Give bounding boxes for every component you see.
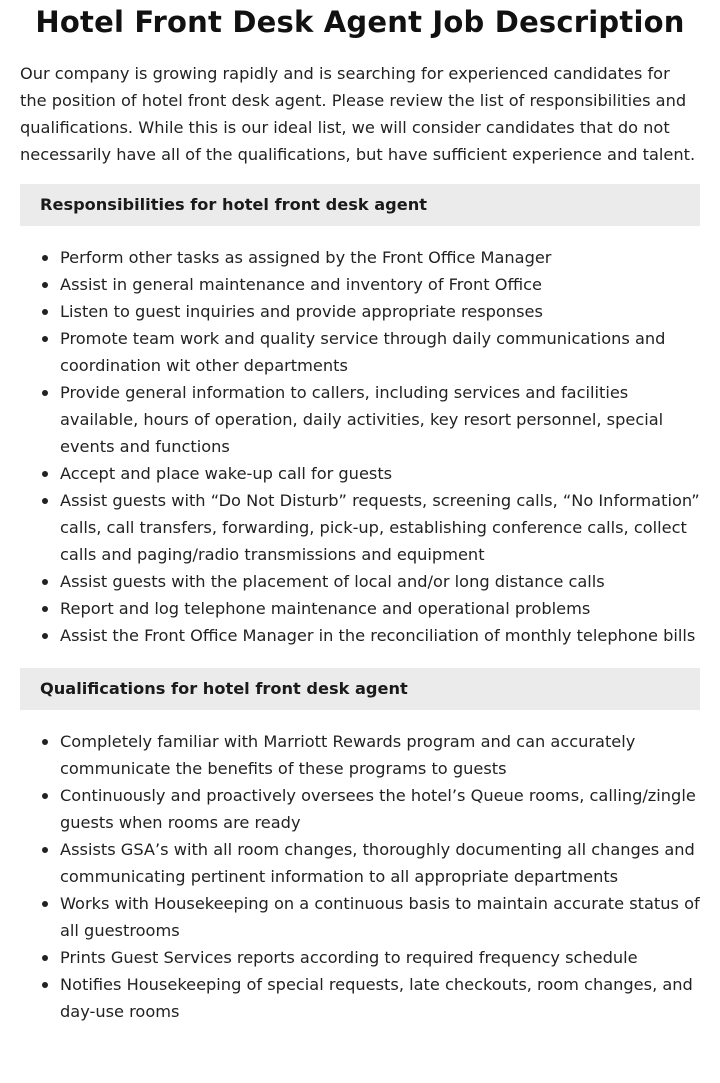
qualification-item: Notifies Housekeeping of special requests, late checkouts, room changes, and day-use rooms — [60, 971, 700, 1025]
qualification-item: Works with Housekeeping on a continuous basis to maintain accurate status of all guestrooms — [60, 890, 700, 944]
responsibility-item: Listen to guest inquiries and provide appropriate responses — [60, 298, 700, 325]
qualifications-list — [20, 728, 700, 1025]
qualification-item: Continuously and proactively oversees the hotel’s Queue rooms, calling/zingle guests when rooms are ready — [60, 782, 700, 836]
qualification-item: Prints Guest Services reports according to required frequency schedule — [60, 944, 700, 971]
intro-paragraph: Our company is growing rapidly and is searching for experienced candidates for the position of hotel front desk agent. Please review the list of responsibilities and qualifications. While this is our ideal list, we will consider candidates that do not necessarily have all of the qualifications, but have sufficient experience and talent. — [20, 64, 696, 164]
qualification-item: Assists GSA’s with all room changes, thoroughly documenting all changes and communicating pertinent information to all appropriate departments — [60, 836, 700, 890]
responsibility-item: Promote team work and quality service through daily communications and coordination wit other departments — [60, 325, 700, 379]
responsibility-item: Assist guests with the placement of local and/or long distance calls — [60, 568, 700, 595]
responsibility-item: Perform other tasks as assigned by the Front Office Manager — [60, 244, 700, 271]
responsibility-item: Report and log telephone maintenance and operational problems — [60, 595, 700, 622]
responsibility-item: Assist in general maintenance and inventory of Front Office — [60, 271, 700, 298]
responsibility-item: Provide general information to callers, including services and facilities available, hours of operation, daily activities, key resort personnel, special events and functions — [60, 379, 700, 460]
responsibility-item: Accept and place wake-up call for guests — [60, 460, 700, 487]
responsibility-item: Assist the Front Office Manager in the reconciliation of monthly telephone bills — [60, 622, 700, 649]
responsibilities-heading: Responsibilities for hotel front desk agent — [20, 184, 700, 226]
responsibilities-list — [20, 244, 700, 649]
page-title: Hotel Front Desk Agent Job Description — [35, 5, 685, 39]
qualifications-heading: Qualifications for hotel front desk agent — [20, 668, 700, 710]
responsibility-item: Assist guests with “Do Not Disturb” requests, screening calls, “No Information” calls, call transfers, forwarding, pick-up, establishing conference calls, collect calls and paging/radio transmissions and equipment — [60, 487, 700, 568]
qualification-item: Completely familiar with Marriott Rewards program and can accurately communicate the benefits of these programs to guests — [60, 728, 700, 782]
